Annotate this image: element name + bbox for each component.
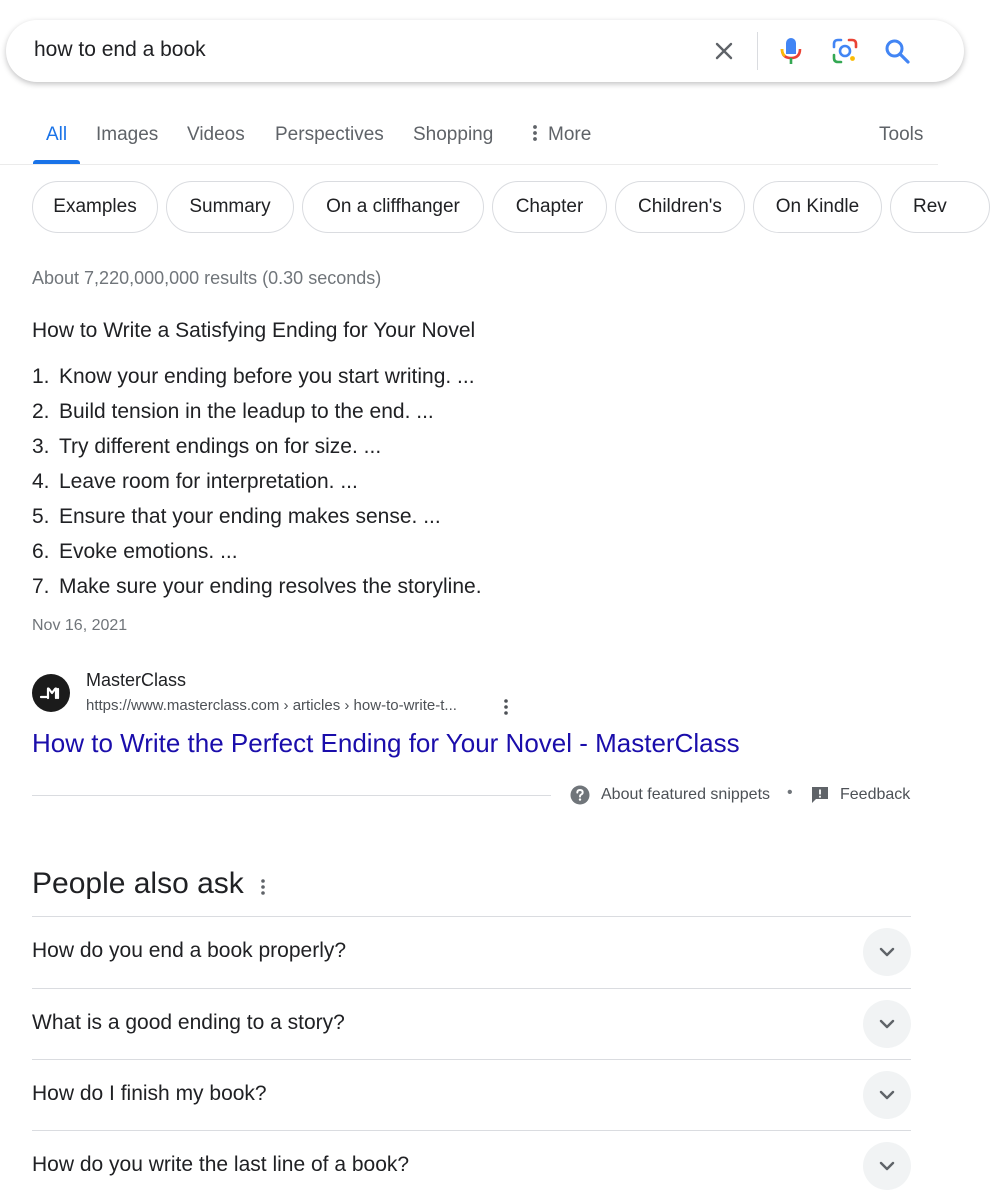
feedback-link[interactable]: Feedback xyxy=(840,786,911,803)
source-url[interactable]: https://www.masterclass.com › articles › how-to-write-t... xyxy=(86,697,457,714)
list-item: 1. Know your ending before you start writing. ... xyxy=(32,365,475,388)
chip-chapter[interactable]: Chapter xyxy=(492,181,607,233)
chevron-down-icon[interactable] xyxy=(863,1071,911,1119)
paa-question[interactable] xyxy=(32,988,911,1059)
source-name[interactable]: MasterClass xyxy=(86,670,187,690)
microphone-icon[interactable] xyxy=(774,34,808,68)
search-icon[interactable] xyxy=(880,34,914,68)
chip-cliffhanger[interactable]: On a cliffhanger xyxy=(302,181,484,233)
chip-summary[interactable]: Summary xyxy=(166,181,294,233)
result-stats: About 7,220,000,000 results (0.30 seconds) xyxy=(32,268,382,288)
search-bar-divider xyxy=(757,32,758,70)
tab-perspectives[interactable]: Perspectives xyxy=(275,124,384,145)
tab-images[interactable]: Images xyxy=(96,124,159,145)
chevron-down-icon[interactable] xyxy=(863,1142,911,1190)
separator-dot: • xyxy=(787,784,793,801)
paa-question[interactable] xyxy=(32,1130,911,1201)
paa-question[interactable] xyxy=(32,916,911,987)
tab-shopping[interactable]: Shopping xyxy=(413,124,494,145)
tab-videos[interactable]: Videos xyxy=(187,124,245,145)
camera-lens-icon[interactable] xyxy=(828,34,862,68)
help-icon[interactable] xyxy=(570,785,590,805)
chip-kindle[interactable]: On Kindle xyxy=(753,181,882,233)
more-vert-icon[interactable] xyxy=(496,696,516,718)
paa-question-text: How do I finish my book? xyxy=(32,1082,267,1105)
list-item: 4. Leave room for interpretation. ... xyxy=(32,470,358,493)
chip-childrens[interactable]: Children's xyxy=(615,181,745,233)
feedback-icon[interactable] xyxy=(811,786,829,804)
about-featured-snippets-link[interactable]: About featured snippets xyxy=(601,786,771,803)
tab-all[interactable]: All xyxy=(46,124,68,145)
tabs-divider xyxy=(0,164,938,165)
snippet-title: How to Write a Satisfying Ending for Your Novel xyxy=(32,319,476,342)
paa-question-text: How do you end a book properly? xyxy=(32,939,347,962)
chevron-down-icon[interactable] xyxy=(863,1000,911,1048)
chip-reviews[interactable]: Rev xyxy=(890,181,990,233)
list-item: 3. Try different endings on for size. ... xyxy=(32,435,382,458)
masterclass-logo-icon[interactable] xyxy=(32,674,70,712)
search-bar[interactable] xyxy=(6,20,964,82)
paa-question-text: What is a good ending to a story? xyxy=(32,1011,345,1034)
clear-icon[interactable] xyxy=(707,34,741,68)
list-item: 2. Build tension in the leadup to the end. ... xyxy=(32,400,434,423)
search-input[interactable]: how to end a book xyxy=(34,38,206,61)
snippet-list xyxy=(32,364,482,609)
snippet-divider xyxy=(32,795,551,796)
chevron-down-icon[interactable] xyxy=(863,928,911,976)
snippet-date: Nov 16, 2021 xyxy=(32,617,128,634)
tools-button[interactable]: Tools xyxy=(879,124,924,145)
search-tabs xyxy=(0,108,938,164)
list-item: 5. Ensure that your ending makes sense. ... xyxy=(32,505,441,528)
more-vert-icon xyxy=(528,124,542,142)
tab-more-label: More xyxy=(548,124,592,145)
chip-examples[interactable]: Examples xyxy=(32,181,158,233)
tab-more[interactable] xyxy=(528,124,591,146)
paa-question[interactable] xyxy=(32,1059,911,1130)
result-title-link[interactable]: How to Write the Perfect Ending for Your Novel - MasterClass xyxy=(32,728,740,758)
list-item: 6. Evoke emotions. ... xyxy=(32,540,238,563)
list-item: 7. Make sure your ending resolves the storyline. xyxy=(32,575,482,598)
paa-question-text: How do you write the last line of a book? xyxy=(32,1153,410,1176)
more-vert-icon[interactable] xyxy=(252,875,274,899)
people-also-ask-heading: People also ask xyxy=(32,867,244,900)
